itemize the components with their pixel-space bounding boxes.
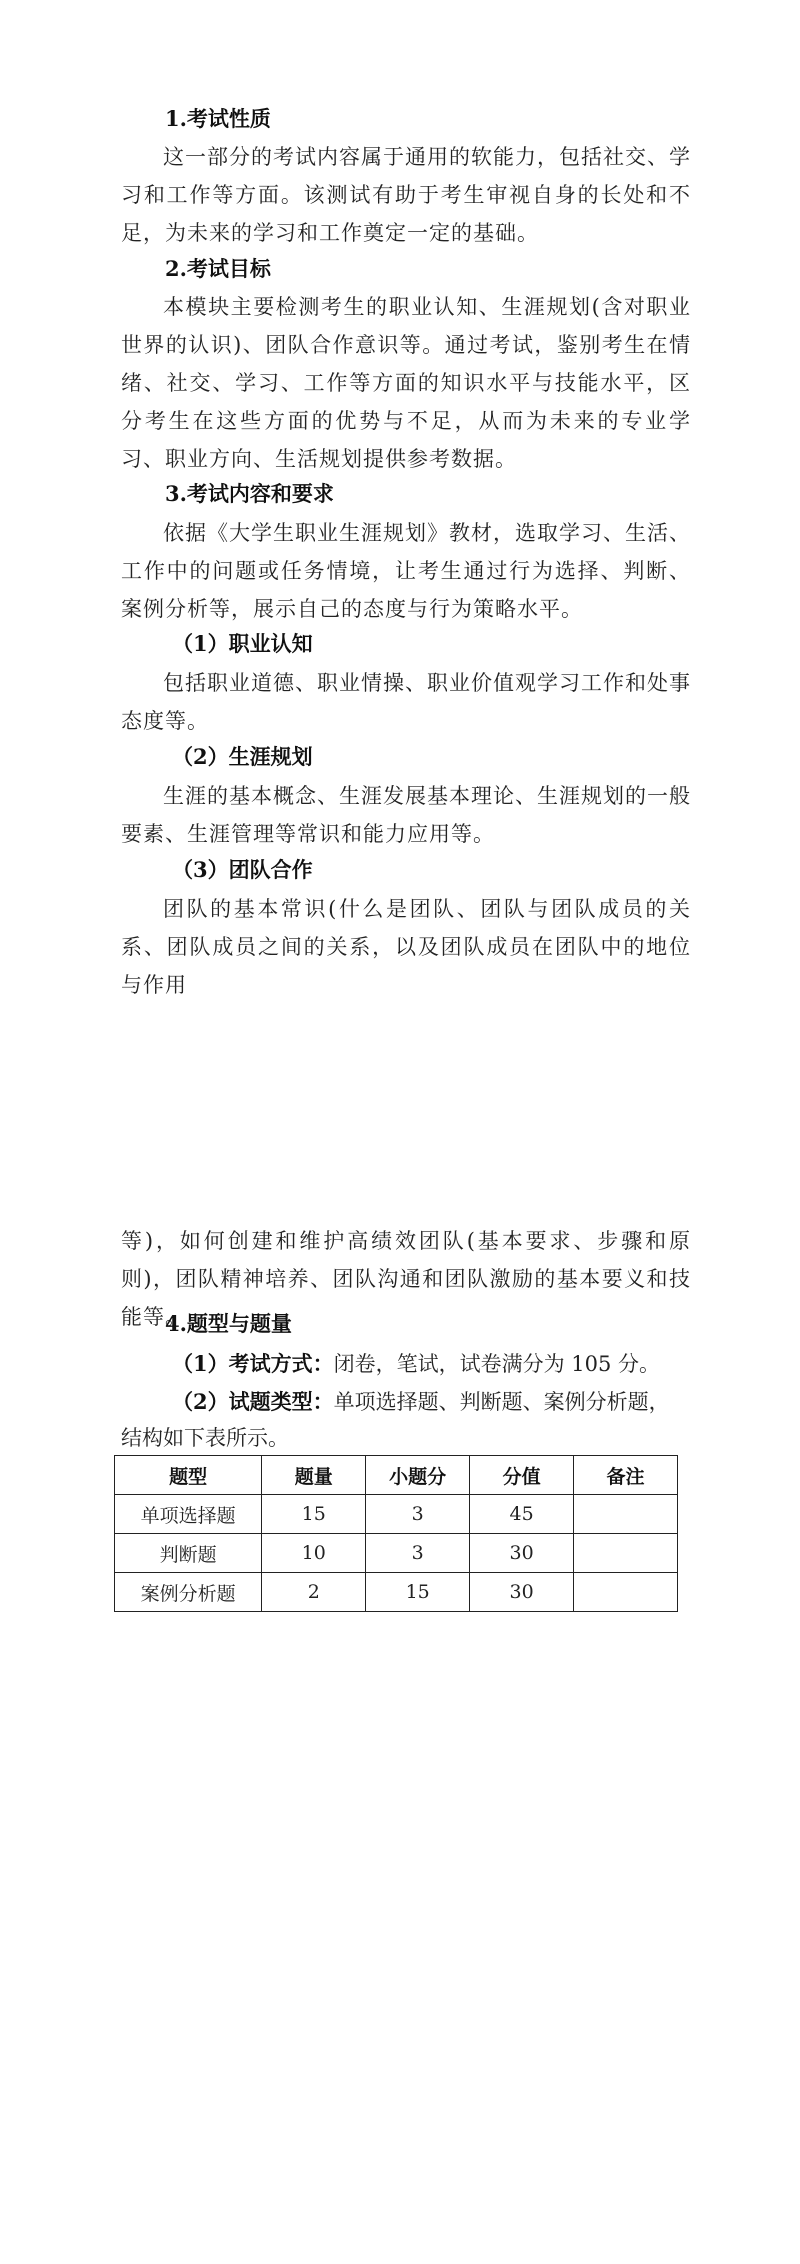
table-header-row (115, 1456, 678, 1495)
table-header-cell: 备注 (574, 1456, 678, 1495)
table-cell: 30 (470, 1534, 574, 1573)
exam-method-label: （1）考试方式： (172, 1351, 334, 1376)
table-cell (574, 1495, 678, 1534)
sub1-heading: （1）职业认知 (172, 631, 313, 656)
table-row (115, 1534, 678, 1573)
table-row (115, 1573, 678, 1612)
section1-text: 这一部分的考试内容属于通用的软能力，包括社交、学习和工作等方面。该测试有助于考生审视自身的长处和不足，为未来的学习和工作奠定一定的基础。 (121, 145, 691, 245)
table-cell: 30 (470, 1573, 574, 1612)
table-cell: 15 (366, 1573, 470, 1612)
exam-method-value: 闭卷，笔试，试卷满分为 105 分。 (333, 1352, 661, 1376)
table-header-cell: 小题分 (366, 1456, 470, 1495)
table-header-cell: 题型 (115, 1456, 262, 1495)
table-cell: 案例分析题 (115, 1573, 262, 1612)
table-header-cell: 题量 (262, 1456, 366, 1495)
question-type-line (172, 1388, 670, 1416)
table-cell: 2 (262, 1573, 366, 1612)
section2-heading: 2.考试目标 (165, 256, 271, 281)
sub2-heading: （2）生涯规划 (172, 744, 313, 769)
section1-heading: 1.考试性质 (165, 106, 271, 131)
table-header-cell: 分值 (470, 1456, 574, 1495)
table-cell (574, 1534, 678, 1573)
section4-heading: 4.题型与题量 (165, 1311, 292, 1336)
table-cell: 判断题 (115, 1534, 262, 1573)
table-cell (574, 1573, 678, 1612)
table-cell: 单项选择题 (115, 1495, 262, 1534)
sub1-text: 包括职业道德、职业情操、职业价值观学习工作和处事态度等。 (121, 671, 691, 733)
section2-text: 本模块主要检测考生的职业认知、生涯规划(含对职业世界的认识)、团队合作意识等。通过考试，鉴别考生在情绪、社交、学习、工作等方面的知识水平与技能水平，区分考生在这些方面的优势与不足，从而为未来的专业学习、职业方向、生活规划提供参考数据。 (121, 295, 691, 471)
table-cell: 10 (262, 1534, 366, 1573)
section3-text: 依据《大学生职业生涯规划》教材，选取学习、生活、工作中的问题或任务情境，让考生通过行为选择、判断、案例分析等，展示自己的态度与行为策略水平。 (121, 521, 691, 621)
table-cell: 3 (366, 1495, 470, 1534)
sub3-text-part1: 团队的基本常识(什么是团队、团队与团队成员的关系、团队成员之间的关系，以及团队成员在团队中的地位与作用 (121, 897, 691, 997)
question-type-continuation: 结构如下表所示。 (121, 1426, 289, 1450)
table-cell: 45 (470, 1495, 574, 1534)
question-type-value: 单项选择题、判断题、案例分析题， (333, 1390, 670, 1414)
question-structure-table (114, 1455, 678, 1612)
table-cell: 3 (366, 1534, 470, 1573)
sub3-text-part2: 等)，如何创建和维护高绩效团队(基本要求、步骤和原则)，团队精神培养、团队沟通和团队激励的基本要义和技能等。 (121, 1229, 691, 1329)
table-row (115, 1495, 678, 1534)
question-type-label: （2）试题类型： (172, 1389, 334, 1414)
table-cell: 15 (262, 1495, 366, 1534)
section3-heading: 3.考试内容和要求 (165, 481, 334, 506)
sub2-text: 生涯的基本概念、生涯发展基本理论、生涯规划的一般要素、生涯管理等常识和能力应用等。 (121, 784, 691, 846)
exam-method-line (172, 1350, 660, 1378)
sub3-heading: （3）团队合作 (172, 857, 313, 882)
